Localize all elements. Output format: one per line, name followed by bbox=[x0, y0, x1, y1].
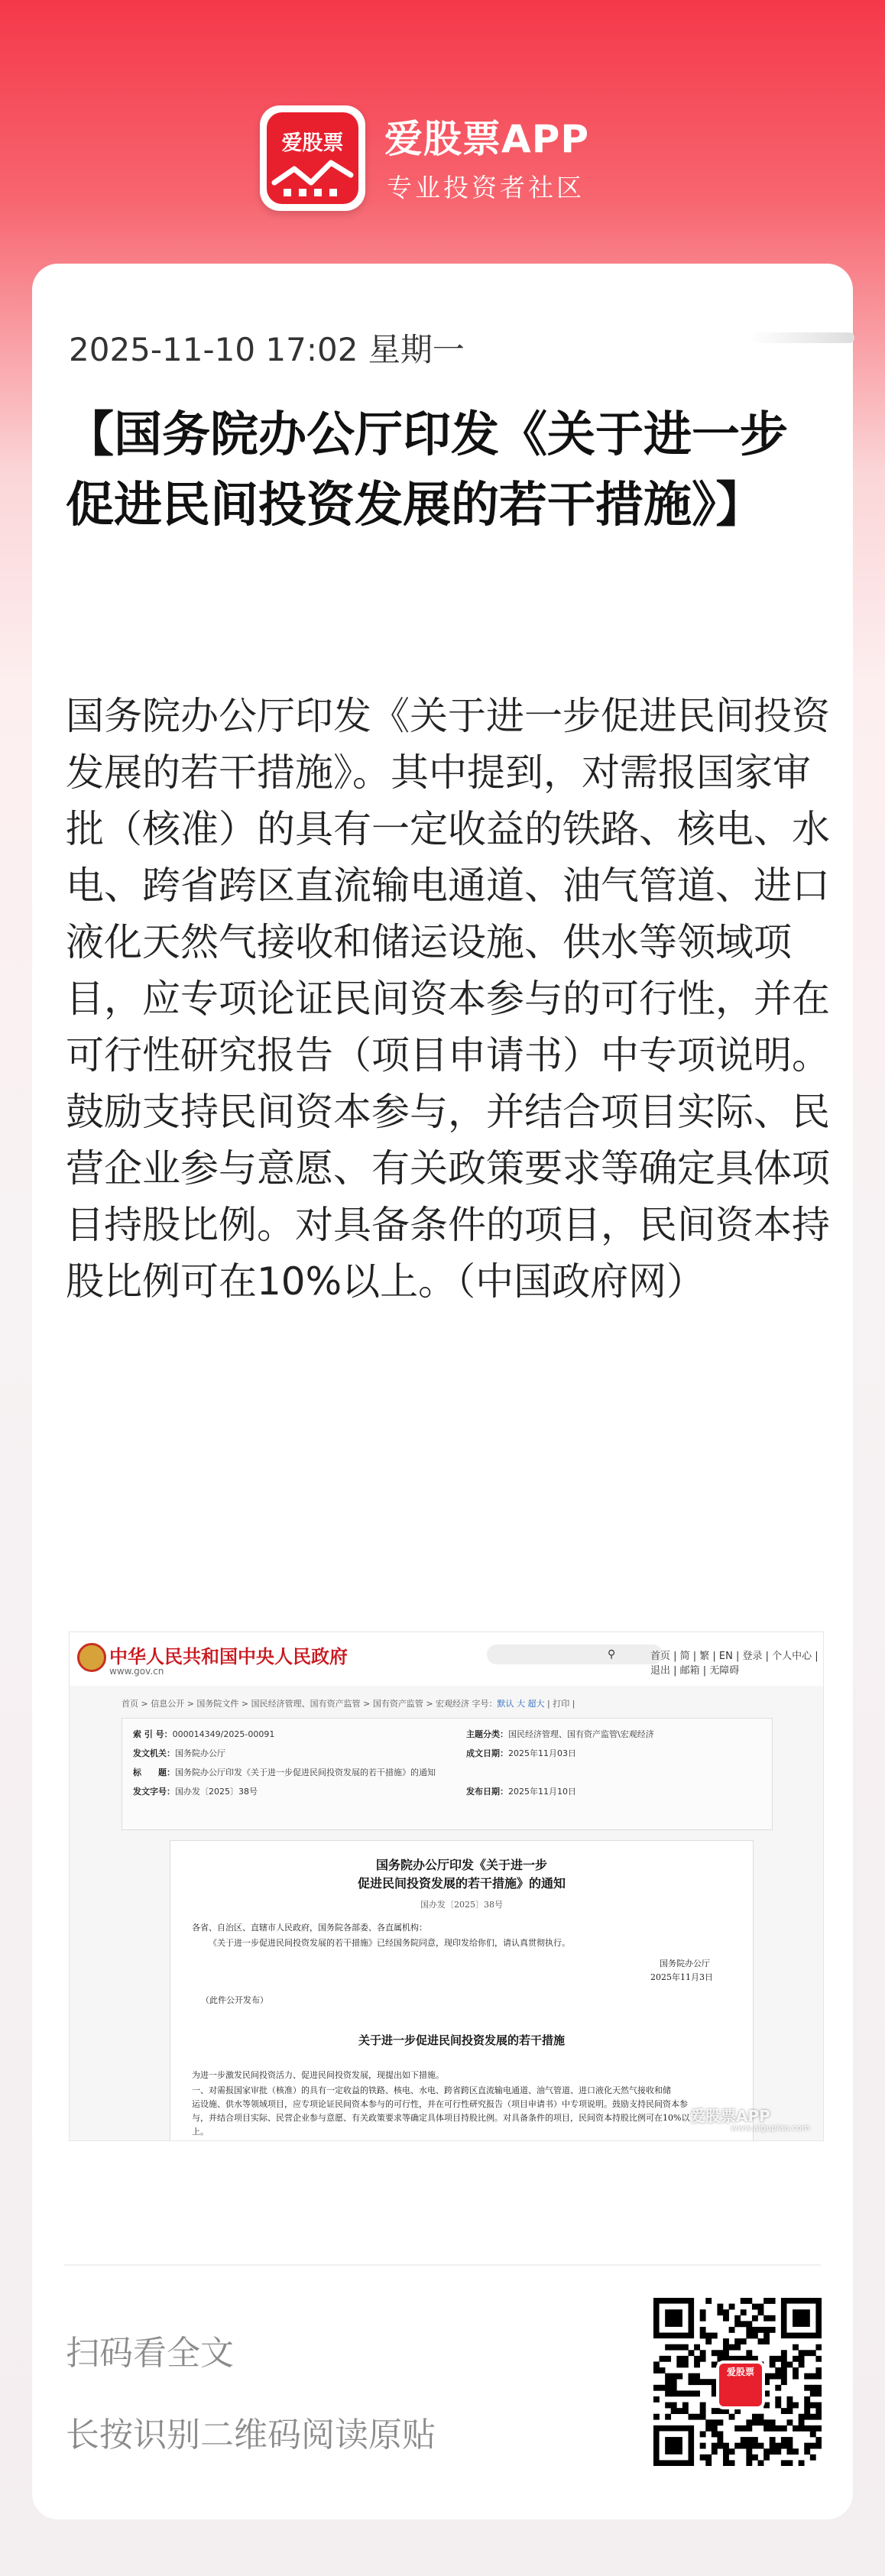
app-slogan: 专业投资者社区 bbox=[387, 173, 585, 203]
gov-site-header bbox=[70, 1632, 823, 1686]
chart-trend-icon bbox=[271, 152, 354, 198]
app-watermark-url: www.aigupiao.com bbox=[731, 2123, 810, 2133]
national-emblem-icon bbox=[77, 1643, 106, 1672]
divider bbox=[64, 2264, 821, 2266]
qr-center-logo: 爱股票 bbox=[716, 2361, 765, 2409]
decorative-handle bbox=[749, 332, 854, 343]
gov-nav-links: 首页 | 简 | 繁 | EN | 登录 | 个人中心 | 退出 | 邮箱 | 无障碍 bbox=[650, 1651, 819, 1677]
app-watermark: 爱股票APP bbox=[690, 2107, 770, 2125]
scan-title: 扫码看全文 bbox=[66, 2334, 234, 2373]
app-name: 爱股票APP bbox=[384, 117, 589, 161]
gov-document-screenshot[interactable] bbox=[69, 1631, 824, 2141]
document-sign-date: 2025年11月3日 bbox=[650, 1972, 713, 1982]
document-number: 国办发〔2025〕38号 bbox=[420, 1900, 503, 1910]
document-subtitle: 关于进一步促进民间投资发展的若干措施 bbox=[358, 2033, 565, 2047]
gov-site-url: www.gov.cn bbox=[109, 1666, 164, 1677]
gov-breadcrumb: 首页 > 信息公开 > 国务院文件 > 国民经济管理、国有资产监管 > 国有资产监管 > 宏观经济 字号：默认 大 超大 | 打印 | bbox=[122, 1699, 575, 1709]
document-title: 国务院办公厅印发《关于进一步 促进民间投资发展的若干措施》的通知 bbox=[357, 1858, 566, 1891]
app-logo bbox=[260, 105, 365, 211]
qr-code[interactable] bbox=[653, 2298, 822, 2466]
post-datetime: 2025-11-10 17:02 星期一 bbox=[69, 331, 465, 368]
document-signer: 国务院办公厅 bbox=[660, 1959, 710, 1968]
brand-header bbox=[0, 105, 885, 212]
document-addressee: 各省、自治区、直辖市人民政府，国务院各部委、各直属机构： bbox=[192, 1923, 427, 1933]
document-info-table: 索 引 号：000014349/2025-00091 主题分类：国民经济管理、国有资产监管\宏观经济 发文机关：国务院办公厅 成文日期：2025年11月03日 标 题：国务院办公厅印发《关于进一步促进民间投资发展的若干措施》的通知 发文字号：国办发〔2025〕38号 发布日期：2025年11月10日 bbox=[122, 1718, 773, 1830]
gov-site-title: 中华人民共和国中央人民政府 bbox=[109, 1646, 348, 1667]
post-body: 国务院办公厅印发《关于进一步促进民间投资发展的若干措施》。其中提到，对需报国家审批（核准）的具有一定收益的铁路、核电、水电、跨省跨区直流输电通道、油气管道、进口液化天然气接收和储运设施、供水等领域项目，应专项论证民间资本参与的可行性，并在可行性研究报告（项目申请书）中专项说明。鼓励支持民间资本参与，并结合项目实际、民营企业参与意愿、有关政策要求等确定具体项目持股比例。对具备条件的项目，民间资本持股比例可在10%以上。（中国政府网） bbox=[66, 694, 830, 1304]
post-card bbox=[32, 264, 853, 2519]
search-icon: ⚲ bbox=[608, 1648, 616, 1661]
scan-subtitle: 长按识别二维码阅读原贴 bbox=[66, 2416, 436, 2454]
document-paper: 国务院办公厅印发《关于进一步 促进民间投资发展的若干措施》的通知 国办发〔2025〕38号 各省、自治区、直辖市人民政府，国务院各部委、各直属机构： 《关于进一步促进民间投资发展的若干措施》已经国务院同意，现印发给你们，请认真贯彻执行。 国务院办公厅 2025年11月3日 （此件公开发布） 关于进一步促进民间投资发展的若干措施 为进一步激发民间投资活力、促进民间投资发展，现提出如下措施。 一、对需报国家审批（核准）的具有一定收益的铁路、核电、水电、跨省跨区直流输电通道、油气管道、进口液化天然气接收和储 运设施、供水等领域项目，应专项论证民间资本参与的可行性，并在可行性研究报告（项目申请书）中专项说明。鼓励支持民间资本参 与，并结合项目实际、民营企业参与意愿、有关政策要求等确定具体项目持股比例。对具备条件的项目，民间资本持股比例可在10%以 上。 bbox=[170, 1840, 754, 2141]
logo-text: 爱股票 bbox=[281, 131, 344, 155]
document-public-note: （此件公开发布） bbox=[201, 1995, 268, 2005]
gov-search-input bbox=[487, 1644, 663, 1664]
document-forward-text: 《关于进一步促进民间投资发展的若干措施》已经国务院同意，现印发给你们，请认真贯彻执行。 bbox=[209, 1938, 570, 1948]
post-title: 【国务院办公厅印发《关于进一步促进民间投资发展的若干措施》】 bbox=[66, 407, 788, 533]
